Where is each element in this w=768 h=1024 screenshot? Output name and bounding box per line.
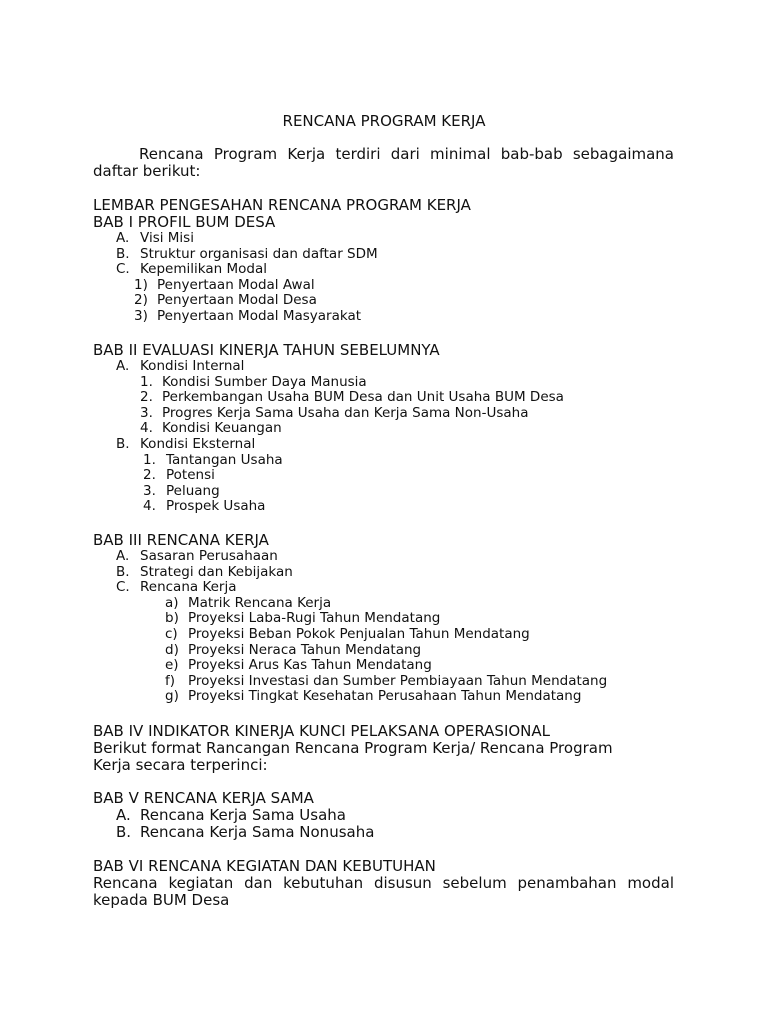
bab3-heading: BAB III RENCANA KERJA — [93, 531, 269, 549]
bab4-line2: Kerja secara terperinci: — [93, 756, 268, 774]
lembar-heading: LEMBAR PENGESAHAN RENCANA PROGRAM KERJA — [93, 196, 471, 214]
intro-paragraph: Rencana Program Kerja terdiri dari minimal bab-bab sebagaimana daftar berikut: — [93, 145, 674, 180]
bab6-section — [93, 858, 693, 909]
bab2-heading: BAB II EVALUASI KINERJA TAHUN SEBELUMNYA — [93, 341, 440, 359]
bab6-heading: BAB VI RENCANA KEGIATAN DAN KEBUTUHAN — [93, 857, 436, 875]
list-item: b) Proyeksi Laba-Rugi Tahun Mendatang — [165, 610, 441, 627]
bab1-section — [93, 197, 693, 325]
bab3-section — [93, 532, 693, 705]
list-item: c) Proyeksi Beban Pokok Penjualan Tahun Mendatang — [165, 625, 530, 642]
list-item: g) Proyeksi Tingkat Kesehatan Perusahaan Tahun Mendatang — [165, 688, 582, 705]
bab6-paragraph: Rencana kegiatan dan kebutuhan disusun sebelum penambahan modal kepada BUM Desa — [93, 874, 674, 909]
list-item: 1. Tantangan Usaha — [143, 451, 283, 468]
list-item: d) Proyeksi Neraca Tahun Mendatang — [165, 641, 422, 658]
list-item: 3. Peluang — [143, 482, 220, 499]
list-item: A. Visi Misi — [116, 230, 194, 246]
bab4-line1: Berikut format Rancangan Rencana Program Kerja/ Rencana Program — [93, 739, 613, 757]
bab4-heading: BAB IV INDIKATOR KINERJA KUNCI PELAKSANA OPERASIONAL — [93, 722, 551, 740]
list-item: 2. Perkembangan Usaha BUM Desa dan Unit Usaha BUM Desa — [140, 389, 564, 406]
list-item: 2) Penyertaan Modal Desa — [134, 292, 317, 309]
list-item: B. Rencana Kerja Sama Nonusaha — [116, 823, 375, 841]
list-item: 2. Potensi — [143, 467, 215, 484]
list-item: B. Struktur organisasi dan daftar SDM — [116, 245, 378, 262]
list-item: 1) Penyertaan Modal Awal — [134, 276, 315, 293]
bab2-section — [93, 342, 693, 515]
list-item: 4. Prospek Usaha — [143, 498, 266, 515]
list-item: B. Kondisi Eksternal — [116, 435, 256, 452]
bab5-heading: BAB V RENCANA KERJA SAMA — [93, 789, 314, 807]
list-item: 4. Kondisi Keuangan — [140, 420, 282, 437]
list-item: A. Sasaran Perusahaan — [116, 548, 278, 564]
list-item: 3. Progres Kerja Sama Usaha dan Kerja Sama Non-Usaha — [140, 404, 529, 421]
list-item: f) Proyeksi Investasi dan Sumber Pembiayaan Tahun Mendatang — [165, 672, 608, 689]
list-item: a) Matrik Rencana Kerja — [165, 594, 332, 611]
list-item: 3) Penyertaan Modal Masyarakat — [134, 307, 362, 324]
document-title: RENCANA PROGRAM KERJA — [282, 112, 486, 130]
list-item: e) Proyeksi Arus Kas Tahun Mendatang — [165, 657, 432, 674]
list-item: A. Kondisi Internal — [116, 358, 245, 374]
bab1-heading: BAB I PROFIL BUM DESA — [93, 213, 276, 231]
list-item: 1. Kondisi Sumber Daya Manusia — [140, 373, 367, 390]
list-item: A. Rencana Kerja Sama Usaha — [116, 806, 346, 824]
bab5-section — [93, 790, 693, 841]
list-item: C. Rencana Kerja — [116, 579, 237, 596]
list-item: B. Strategi dan Kebijakan — [116, 563, 293, 580]
bab4-section — [93, 723, 693, 774]
list-item: C. Kepemilikan Modal — [116, 261, 267, 278]
